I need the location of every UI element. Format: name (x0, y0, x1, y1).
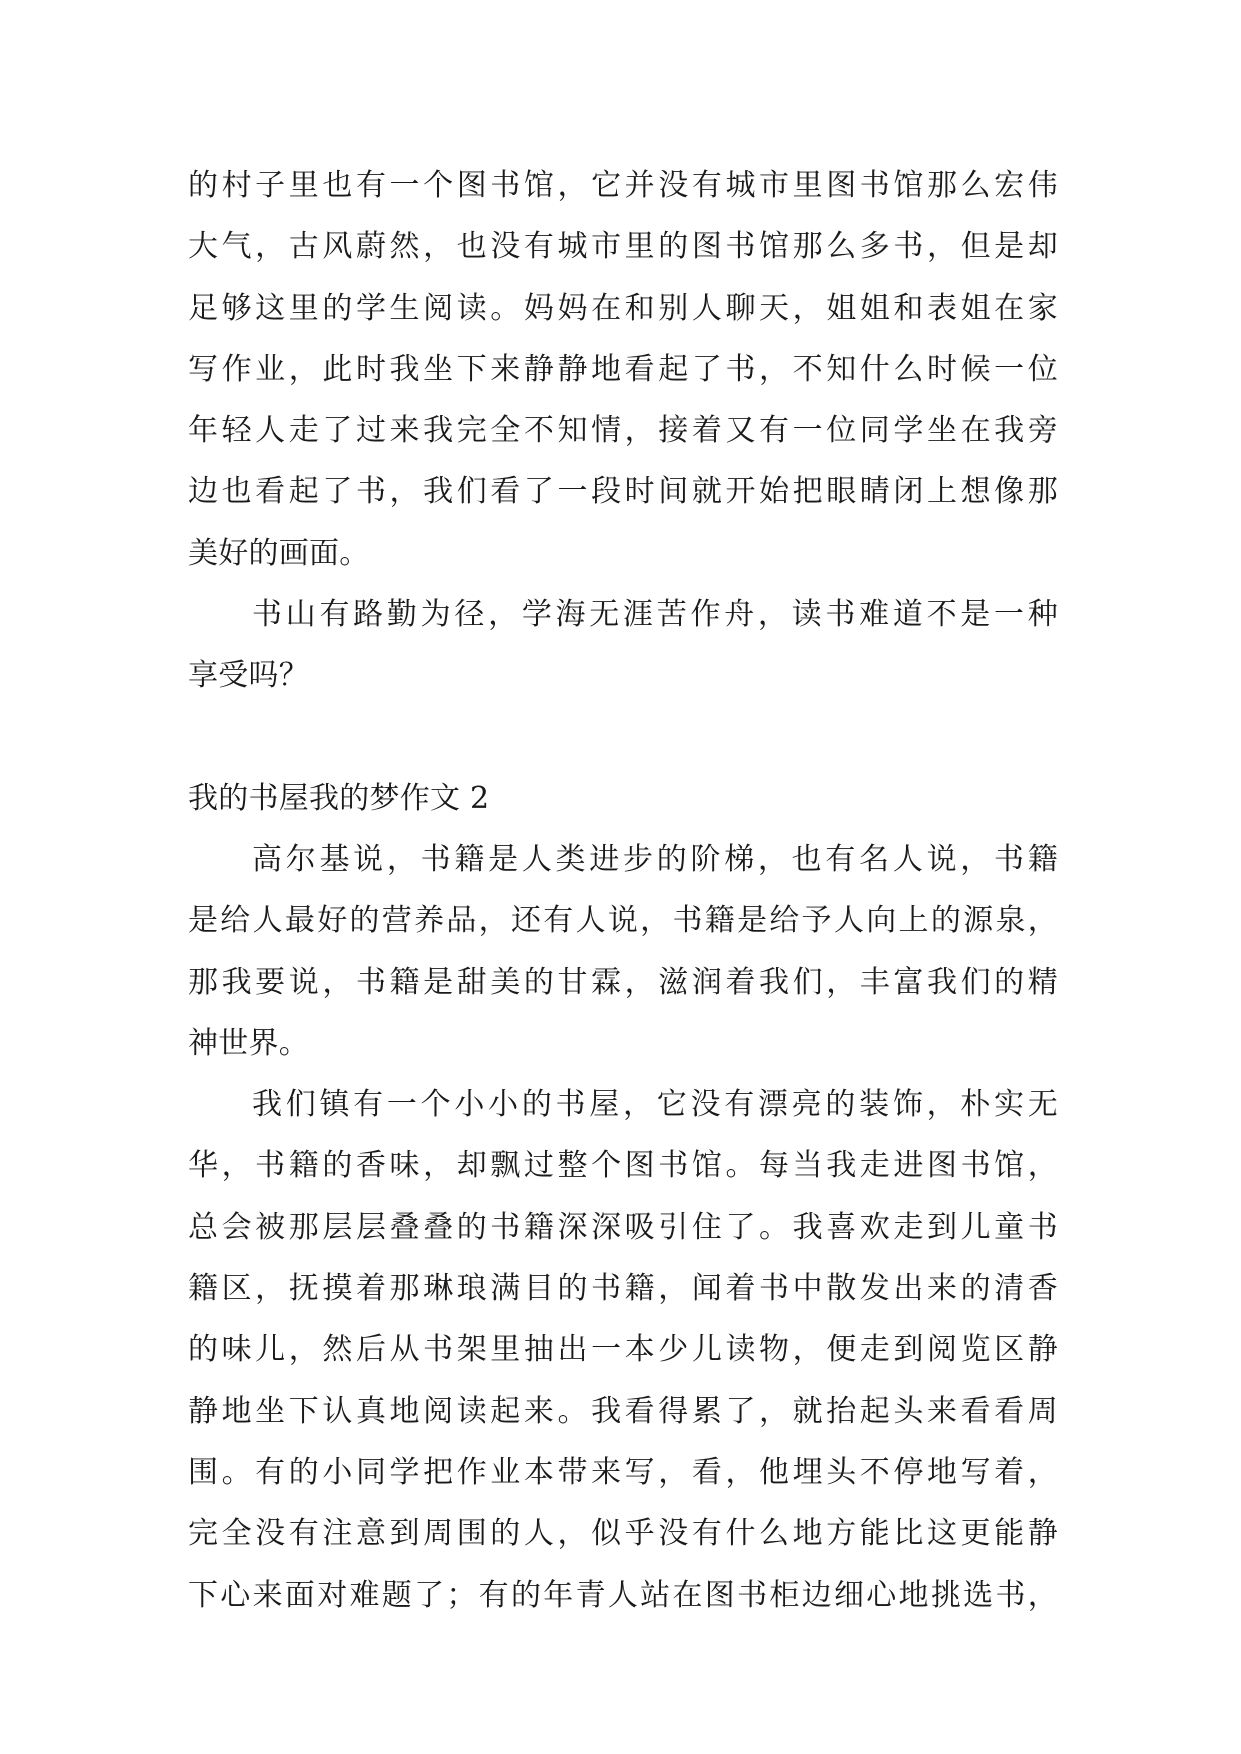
paragraph-4 (188, 1074, 1058, 1626)
text-line: 那我要说，书籍是甜美的甘霖，滋润着我们，丰富我们的精 (188, 964, 1058, 1000)
text-line: 籍区，抚摸着那琳琅满目的书籍，闻着书中散发出来的清香 (188, 1271, 1058, 1307)
text-line: 总会被那层层叠叠的书籍深深吸引住了。我喜欢走到儿童书 (188, 1209, 1058, 1245)
paragraph-1 (188, 155, 1058, 584)
text-line: 书山有路勤为径，学海无涯苦作舟，读书难道不是一种 (252, 597, 1058, 633)
text-line: 静地坐下认真地阅读起来。我看得累了，就抬起头来看看周 (188, 1393, 1058, 1429)
text-line: 华，书籍的香味，却飘过整个图书馆。每当我走进图书馆， (188, 1148, 1058, 1184)
text-line: 下心来面对难题了；有的年青人站在图书柜边细心地挑选书， (188, 1577, 1058, 1613)
text-line: 足够这里的学生阅读。妈妈在和别人聊天，姐姐和表姐在家 (188, 290, 1058, 326)
text-line: 高尔基说，书籍是人类进步的阶梯，也有名人说，书籍 (252, 841, 1058, 877)
paragraph-2 (188, 584, 1058, 707)
text-line: 大气，古风蔚然，也没有城市里的图书馆那么多书，但是却 (188, 229, 1058, 265)
text-line: 的味儿，然后从书架里抽出一本少儿读物，便走到阅览区静 (188, 1332, 1058, 1368)
text-line: 年轻人走了过来我完全不知情，接着又有一位同学坐在我旁 (188, 413, 1058, 449)
text-line: 写作业，此时我坐下来静静地看起了书，不知什么时候一位 (188, 351, 1058, 387)
text-line: 享受吗？ (188, 658, 309, 694)
text-line: 的村子里也有一个图书馆，它并没有城市里图书馆那么宏伟 (188, 168, 1058, 203)
text-line: 是给人最好的营养品，还有人说，书籍是给予人向上的源泉， (188, 903, 1058, 939)
text-line: 围。有的小同学把作业本带来写，看，他埋头不停地写着， (188, 1454, 1058, 1490)
paragraph-3 (188, 829, 1058, 1074)
section-title: 我的书屋我的梦作文 2 (188, 780, 490, 816)
text-line: 完全没有注意到周围的人，似乎没有什么地方能比这更能静 (188, 1516, 1058, 1552)
section-gap (188, 707, 1058, 768)
document-page (188, 155, 1058, 1626)
text-line: 我们镇有一个小小的书屋，它没有漂亮的装饰，朴实无 (252, 1087, 1058, 1123)
text-line: 美好的画面。 (188, 535, 370, 571)
text-line: 神世界。 (188, 1025, 309, 1061)
text-line: 边也看起了书，我们看了一段时间就开始把眼睛闭上想像那 (188, 474, 1058, 510)
